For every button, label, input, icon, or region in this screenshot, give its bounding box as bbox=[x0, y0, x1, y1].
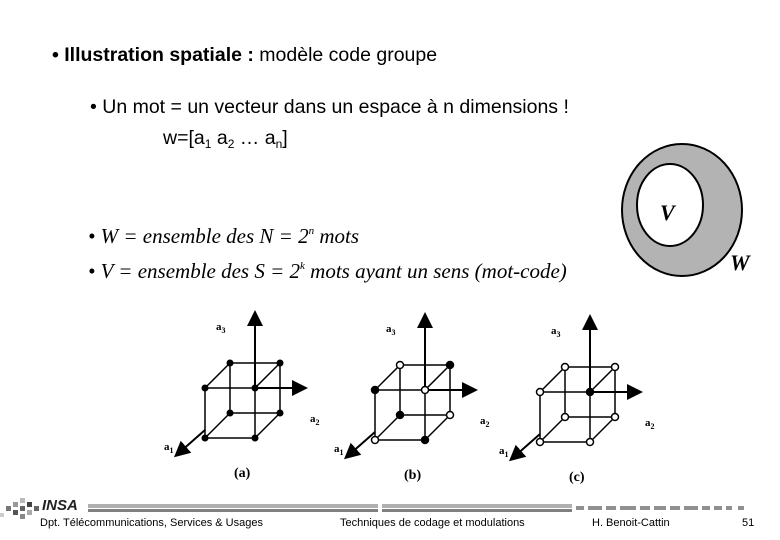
set-w-definition bbox=[88, 224, 359, 249]
slide-title-rest: modèle code groupe bbox=[253, 44, 438, 66]
venn-outer-label: W bbox=[730, 250, 750, 275]
vector-prefix: w=[a bbox=[163, 127, 205, 149]
svg-text:a1: $a_1$ bbox=[334, 443, 344, 457]
venn-inner-label: V bbox=[660, 200, 675, 225]
footer-department: Dpt. Télécommunications, Services & Usages bbox=[40, 517, 263, 529]
vector-formula bbox=[163, 127, 288, 150]
svg-text:a3: $a_3$ bbox=[551, 325, 561, 339]
insa-logo bbox=[0, 497, 78, 519]
caption-c: (c) bbox=[569, 470, 585, 485]
cube-c bbox=[499, 322, 655, 485]
set-v-definition bbox=[88, 259, 567, 284]
svg-text:a2: $a_2$ bbox=[480, 415, 490, 429]
cube-b bbox=[334, 320, 490, 483]
vector-mid-1: a bbox=[211, 127, 228, 149]
svg-text:a2: $a_2$ bbox=[310, 413, 320, 427]
svg-text:a1: $a_1$ bbox=[164, 441, 174, 455]
set-v-suffix: mots ayant un sens (mot-code) bbox=[304, 259, 567, 283]
page-number: 51 bbox=[742, 517, 755, 529]
caption-a: (a) bbox=[234, 466, 251, 481]
insa-logo-text: INSA bbox=[42, 497, 78, 514]
svg-text:a3: $a_3$ bbox=[216, 321, 226, 335]
set-v-prefix: • V = ensemble des S = 2 bbox=[88, 259, 301, 283]
svg-text:a1: $a_1$ bbox=[499, 445, 509, 459]
bullet-vector-definition: • Un mot = un vecteur dans un espace à n dimensions ! bbox=[90, 96, 569, 118]
vector-sub-2: 2 bbox=[227, 137, 235, 151]
set-v-exponent: k bbox=[300, 260, 305, 272]
cube-figures bbox=[150, 300, 680, 495]
svg-text:a3: $a_3$ bbox=[386, 323, 396, 337]
vector-sub-1: 1 bbox=[204, 137, 212, 151]
set-w-prefix: • W = ensemble des N = 2 bbox=[88, 224, 309, 248]
set-w-exponent: n bbox=[308, 225, 315, 237]
vector-sub-n: n bbox=[275, 137, 283, 151]
caption-b: (b) bbox=[404, 468, 422, 483]
cube-a bbox=[164, 318, 320, 481]
slide-title bbox=[52, 44, 437, 67]
venn-diagram bbox=[620, 142, 760, 282]
footer-divider bbox=[88, 504, 744, 512]
svg-text:a2: $a_2$ bbox=[645, 417, 655, 431]
vector-mid-2: … a bbox=[234, 127, 276, 149]
footer-author: H. Benoit-Cattin bbox=[592, 517, 670, 529]
vector-suffix: ] bbox=[282, 127, 288, 149]
footer-course: Techniques de codage et modulations bbox=[340, 517, 525, 529]
set-w-suffix: mots bbox=[314, 224, 360, 248]
slide-title-bold: • Illustration spatiale : bbox=[52, 44, 254, 66]
